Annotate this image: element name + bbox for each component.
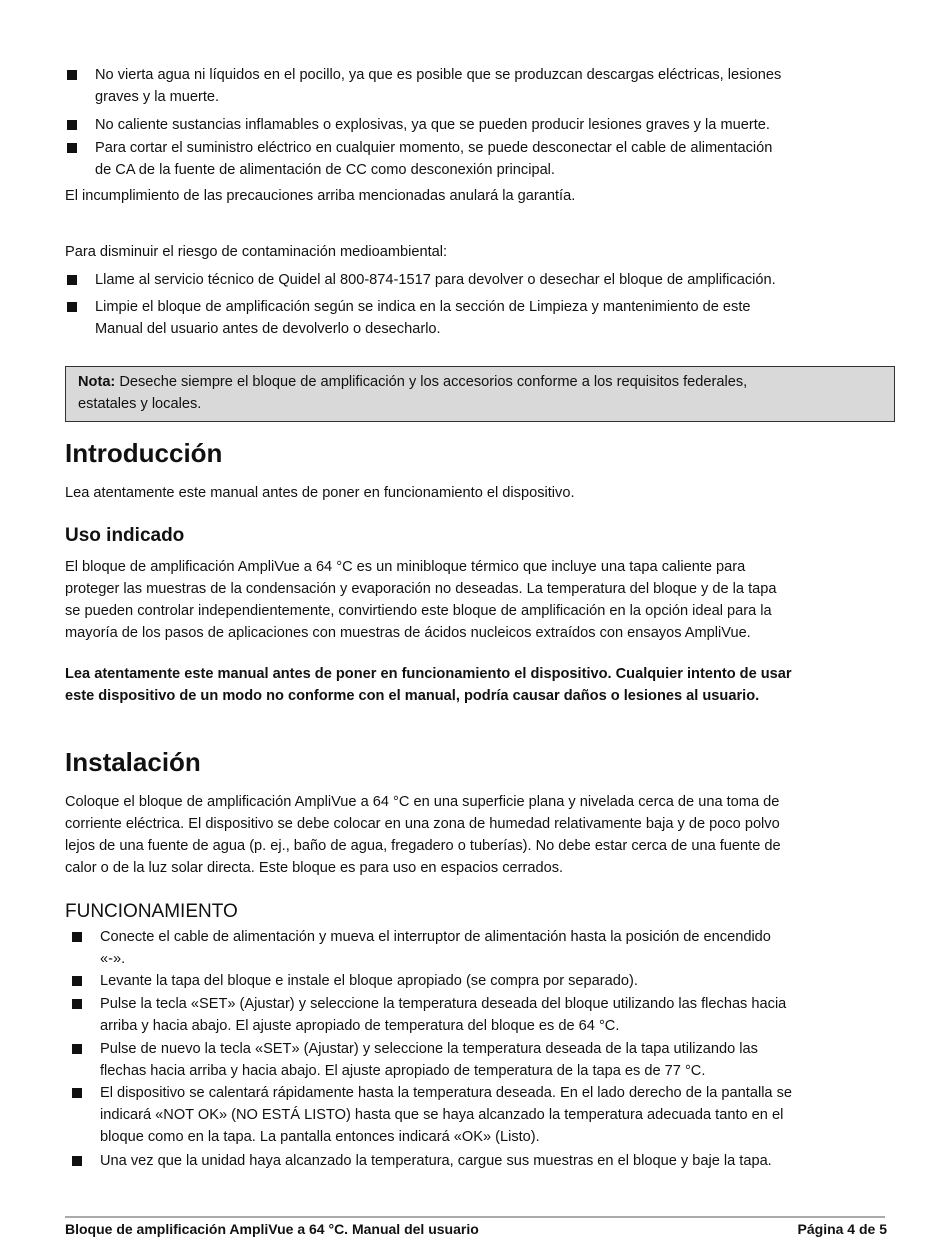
text-line: El bloque de amplificación AmpliVue a 64 °C es un minibloque térmico que incluye una tapa caliente para (65, 559, 746, 575)
text-line: Levante la tapa del bloque e instale el bloque apropiado (se compra por separado). (100, 973, 638, 989)
bullet-square-icon (72, 999, 82, 1009)
text-line: Llame al servicio técnico de Quidel al 800-874-1517 para devolver o desechar el bloque de amplificación. (95, 272, 776, 288)
text-line: se pueden controlar independientemente, convirtiendo este bloque de amplificación en la opción ideal para la (65, 603, 772, 619)
text-line: indicará «NOT OK» (NO ESTÁ LISTO) hasta que se haya alcanzado la temperatura adecuada tanto en el (100, 1107, 784, 1123)
note-text: Deseche siempre el bloque de amplificación y los accesorios conforme a los requisitos federales, (115, 374, 748, 390)
text-line: este dispositivo de un modo no conforme con el manual, podría causar daños o lesiones al usuario. (65, 688, 760, 704)
text-line: «-». (100, 951, 126, 967)
text-line: No caliente sustancias inflamables o explosivas, ya que se pueden producir lesiones graves y la muerte. (95, 117, 770, 133)
text-line: graves y la muerte. (95, 89, 220, 105)
intro-text: Lea atentamente este manual antes de poner en funcionamiento el dispositivo. (65, 485, 575, 501)
text-line: Pulse de nuevo la tecla «SET» (Ajustar) y seleccione la temperatura deseada de la tapa utilizando las (100, 1041, 758, 1057)
text-line: Para cortar el suministro eléctrico en cualquier momento, se puede desconectar el cable de alimentación (95, 140, 773, 156)
footer-divider (65, 1216, 885, 1218)
bullet-square-icon (72, 1088, 82, 1098)
text-line: El dispositivo se calentará rápidamente hasta la temperatura deseada. En el lado derecho de la pantalla se (100, 1085, 793, 1101)
section-heading-introduccion: Introducción (65, 438, 223, 468)
text-line: Pulse la tecla «SET» (Ajustar) y seleccione la temperatura deseada del bloque utilizando las flechas hacia (100, 996, 787, 1012)
text-line: corriente eléctrica. El dispositivo se debe colocar en una zona de humedad relativamente baja y de poco polvo (65, 816, 780, 832)
text-line: No vierta agua ni líquidos en el pocillo, ya que es posible que se produzcan descargas eléctricas, lesiones (95, 67, 782, 83)
uso-warning (65, 663, 895, 707)
bullet-square-icon (67, 70, 77, 80)
footer-title: Bloque de amplificación AmpliVue a 64 °C. Manual del usuario (65, 1221, 479, 1237)
text-line: Una vez que la unidad haya alcanzado la temperatura, cargue sus muestras en el bloque y baje la tapa. (100, 1153, 772, 1169)
text-line: Coloque el bloque de amplificación AmpliVue a 64 °C en una superficie plana y nivelada cerca de una toma de (65, 794, 780, 810)
text-line: bloque como en la tapa. La pantalla entonces indicará «OK» (Listo). (100, 1129, 540, 1145)
env-intro: Para disminuir el riesgo de contaminación medioambiental: (65, 244, 448, 260)
bullet-square-icon (72, 976, 82, 986)
text-line: Limpie el bloque de amplificación según se indica en la sección de Limpieza y mantenimiento de este (95, 299, 751, 315)
note-text: estatales y locales. (78, 396, 202, 412)
bullet-square-icon (67, 275, 77, 285)
text-line: Lea atentamente este manual antes de poner en funcionamiento el dispositivo. Cualquier intento de usar (65, 666, 792, 682)
text-line: arriba y hacia abajo. El ajuste apropiado de temperatura del bloque es de 64 °C. (100, 1018, 620, 1034)
text-line: mayoría de los pasos de aplicaciones con muestras de ácidos nucleicos extraídos con ensayos AmpliVue. (65, 625, 751, 641)
text-line: calor o de la luz solar directa. Este bloque es para uso en espacios cerrados. (65, 860, 564, 876)
bullet-square-icon (67, 143, 77, 153)
text-line: de CA de la fuente de alimentación de CC como desconexión principal. (95, 162, 555, 178)
uso-paragraph (65, 556, 895, 644)
subheading-funcionamiento: FUNCIONAMIENTO (65, 901, 238, 922)
note-box (65, 366, 895, 422)
section-heading-instalacion: Instalación (65, 747, 201, 777)
text-line: Manual del usuario antes de devolverlo o desecharlo. (95, 321, 441, 337)
subheading-uso-indicado: Uso indicado (65, 525, 185, 546)
bullet-square-icon (67, 120, 77, 130)
bullet-square-icon (72, 932, 82, 942)
warranty-text: El incumplimiento de las precauciones arriba mencionadas anulará la garantía. (65, 188, 576, 204)
text-line: Conecte el cable de alimentación y mueva el interruptor de alimentación hasta la posición de encendido (100, 929, 771, 945)
instalacion-paragraph (65, 791, 895, 879)
bullet-square-icon (72, 1044, 82, 1054)
text-line: proteger las muestras de la condensación y evaporación no deseadas. La temperatura del bloque y de la tapa (65, 581, 777, 597)
text-line: lejos de una fuente de agua (p. ej., baño de agua, fregadero o tuberías). No debe estar cerca de una fuente de (65, 838, 781, 854)
footer-page-number: Página 4 de 5 (797, 1221, 887, 1237)
text-line: flechas hacia arriba y hacia abajo. El ajuste apropiado de temperatura de la tapa es de 77 °C. (100, 1063, 706, 1079)
bullet-square-icon (67, 302, 77, 312)
bullet-square-icon (72, 1156, 82, 1166)
note-label: Nota: (78, 374, 116, 390)
